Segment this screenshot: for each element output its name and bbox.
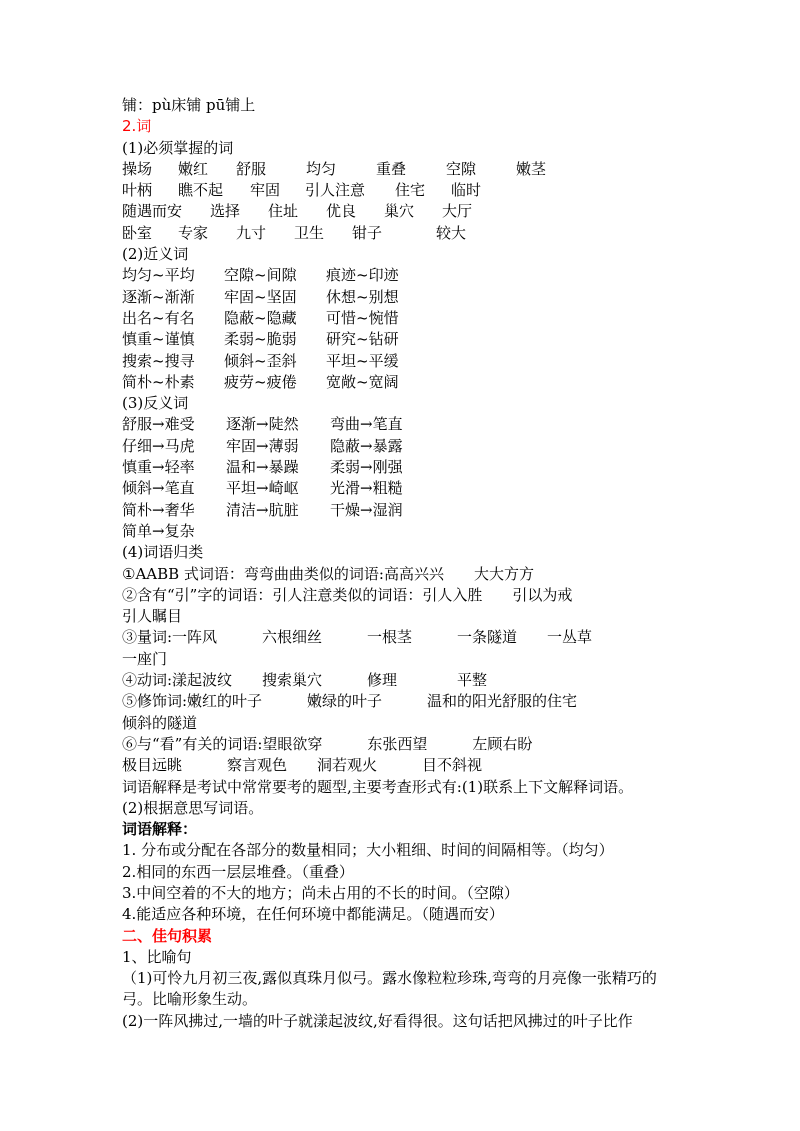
synonym-pair: 隐蔽~隐藏: [224, 308, 297, 327]
word-item: 选择: [210, 202, 241, 221]
antonym-pair: 光滑→粗糙: [330, 479, 403, 498]
word-item: 均匀: [306, 159, 337, 178]
definitions-title: 词语解释：: [122, 820, 198, 839]
classification-title: (4)词语归类: [122, 543, 204, 562]
definition-item: 1. 分布或分配在各部分的数量相同；大小粗细、时间的间隔相等。（均匀）: [122, 841, 614, 860]
antonym-pair: 倾斜→笔直: [122, 479, 195, 498]
word-item: 嫩红: [178, 159, 209, 178]
word-item: 巢穴: [384, 202, 415, 221]
antonym-pair: 温和→暴躁: [226, 458, 299, 477]
antonym-row: [122, 436, 692, 457]
synonym-pair: 牢固~坚固: [224, 287, 297, 306]
antonyms-title: (3)反义词: [122, 394, 189, 413]
antonym-pair: 慎重→轻率: [122, 458, 195, 477]
antonym-row: [122, 457, 692, 478]
metaphor-subheading: 1、比喻句: [122, 947, 192, 966]
sentence-paragraph: （1)可怜九月初三夜,露似真珠月似弓。露水像粒粒珍珠,弯弯的月亮像一张精巧的弓。比喻形象生动。: [122, 969, 657, 1009]
synonyms-title: (2)近义词: [122, 245, 189, 264]
antonym-row: [122, 414, 692, 435]
word-row: [122, 223, 692, 244]
word-item: 叶柄: [122, 181, 153, 200]
synonym-row: [122, 351, 692, 372]
antonym-pair: 舒服→难受: [122, 415, 195, 434]
antonym-pair: 平坦→崎岖: [226, 479, 299, 498]
antonym-pair: 隐蔽→暴露: [330, 436, 403, 455]
word-item: 引人注意: [305, 181, 366, 200]
word-item: 空隙: [446, 159, 477, 178]
word-item: 卫生: [294, 223, 325, 242]
synonym-pair: 疲劳~疲倦: [224, 372, 297, 391]
antonym-pair: 逐渐→陡然: [226, 415, 299, 434]
classification-line: 引人瞩目: [122, 607, 183, 626]
synonym-pair: 柔弱~脆弱: [224, 330, 297, 349]
antonym-pair: 清洁→肮脏: [226, 500, 299, 519]
classification-line: ③量词:一阵风 六根细丝 一根茎 一条隧道 一丛草: [122, 628, 593, 647]
synonym-pair: 搜索~搜寻: [122, 351, 195, 370]
word-item: 专家: [178, 223, 209, 242]
word-item: 舒服: [236, 159, 267, 178]
antonym-pair: 柔弱→刚强: [330, 458, 403, 477]
synonym-pair: 简朴~朴素: [122, 372, 195, 391]
synonym-row: [122, 287, 692, 308]
explanation-note-line: (2)根据意思写词语。: [122, 798, 264, 817]
synonym-pair: 空隙~间隙: [224, 266, 297, 285]
word-item: 卧室: [122, 223, 153, 242]
section-heading-words: 2.词: [122, 117, 152, 136]
synonym-pair: 慎重~谨慎: [122, 330, 195, 349]
definition-item: 4.能适应各种环境，在任何环境中都能满足。（随遇而安）: [122, 905, 504, 924]
synonym-pair: 研究~钻研: [326, 330, 399, 349]
sentence-paragraph: (2)一阵风拂过,一墙的叶子就漾起波纹,好看得很。这句话把风拂过的叶子比作: [122, 1011, 633, 1030]
synonym-row: [122, 329, 692, 350]
word-row: [122, 180, 692, 201]
antonym-row: [122, 521, 692, 542]
antonym-row: [122, 478, 692, 499]
word-item: 优良: [326, 202, 357, 221]
synonym-pair: 出名~有名: [122, 308, 195, 327]
word-item: 九寸: [236, 223, 267, 242]
word-item: 大厅: [442, 202, 473, 221]
synonym-pair: 可惜~惋惜: [326, 308, 399, 327]
pronunciation-line: 铺：pù床铺 pū铺上: [122, 96, 256, 114]
section-heading-sentences: 二、佳句积累: [122, 926, 213, 945]
word-item: 较大: [436, 223, 467, 242]
word-item: 重叠: [376, 159, 407, 178]
word-item: 临时: [451, 181, 482, 200]
word-item: 住宅: [395, 181, 426, 200]
antonym-pair: 牢固→薄弱: [226, 436, 299, 455]
word-row: [122, 201, 692, 222]
antonym-row: [122, 500, 692, 521]
definitions-list: [122, 840, 692, 925]
synonyms-list: [122, 265, 692, 393]
antonym-pair: 仔细→马虎: [122, 436, 195, 455]
antonym-pair: 干燥→湿润: [330, 500, 403, 519]
explanation-note-line: 词语解释是考试中常常要考的题型,主要考查形式有:(1)联系上下文解释词语。: [122, 777, 634, 796]
word-item: 牢固: [250, 181, 281, 200]
synonym-row: [122, 372, 692, 393]
definition-item: 3.中间空着的不大的地方；尚未占用的不长的时间。（空隙）: [122, 883, 519, 902]
word-row: [122, 159, 692, 180]
synonym-row: [122, 308, 692, 329]
synonym-pair: 倾斜~歪斜: [224, 351, 297, 370]
classification-line: ④动词:漾起波纹 搜索巢穴 修理 平整: [122, 671, 488, 690]
word-item: 住址: [268, 202, 299, 221]
must-master-title: (1)必须掌握的词: [122, 138, 234, 157]
synonym-pair: 休想~别想: [326, 287, 399, 306]
must-master-list: [122, 159, 692, 244]
antonym-pair: 简朴→奢华: [122, 500, 195, 519]
antonyms-list: [122, 414, 692, 542]
antonym-pair: 弯曲→笔直: [330, 415, 403, 434]
document-page: [122, 95, 692, 1032]
word-item: 操场: [122, 159, 153, 178]
word-item: 瞧不起: [178, 181, 224, 200]
antonym-pair: 简单→复杂: [122, 521, 195, 540]
synonym-row: [122, 265, 692, 286]
classification-line: ②含有“引”字的词语：引人注意类似的词语：引人入胜 引以为戒: [122, 585, 573, 604]
classification-line: ⑥与“看”有关的词语:望眼欲穿 东张西望 左顾右盼: [122, 734, 533, 753]
word-item: 钳子: [352, 223, 383, 242]
word-item: 随遇而安: [122, 202, 183, 221]
synonym-pair: 平坦~平缓: [326, 351, 399, 370]
synonym-pair: 均匀~平均: [122, 266, 195, 285]
classification-line: 倾斜的隧道: [122, 713, 198, 732]
classification-line: ⑤修饰词:嫩红的叶子 嫩绿的叶子 温和的阳光舒服的住宅: [122, 692, 578, 711]
word-item: 嫩茎: [516, 159, 547, 178]
classification-list: [122, 564, 692, 777]
classification-line: 一座门: [122, 649, 168, 668]
synonym-pair: 逐渐~渐渐: [122, 287, 195, 306]
definition-item: 2.相同的东西一层层堆叠。（重叠）: [122, 862, 354, 881]
synonym-pair: 宽敞~宽阔: [326, 372, 399, 391]
classification-line: ①AABB 式词语：弯弯曲曲类似的词语:高高兴兴 大大方方: [122, 564, 534, 583]
classification-line: 极目远眺 察言观色 洞若观火 目不斜视: [122, 756, 483, 775]
synonym-pair: 痕迹~印迹: [326, 266, 399, 285]
